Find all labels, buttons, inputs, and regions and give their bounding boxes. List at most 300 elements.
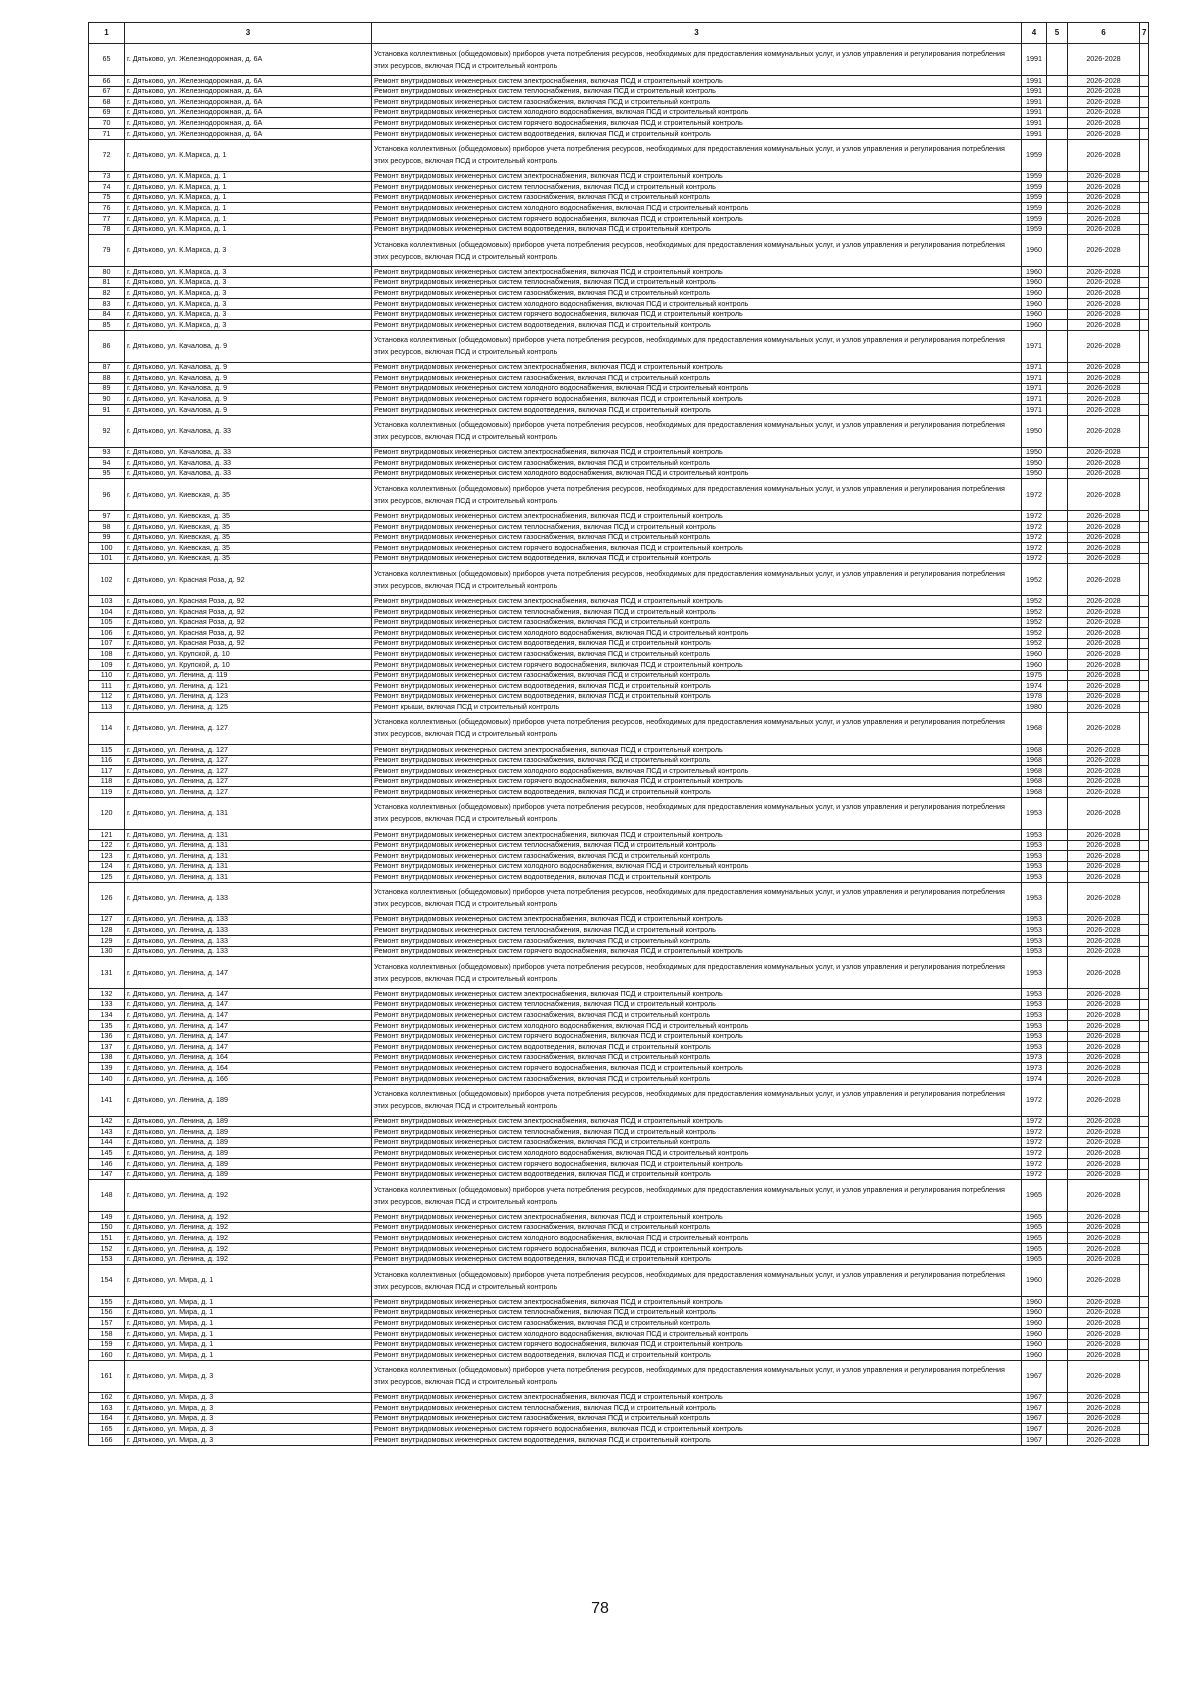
- empty-cell: [1140, 373, 1149, 384]
- address-cell: г. Дятьково, ул. Ленина, д. 192: [125, 1180, 372, 1212]
- empty-cell: [1047, 362, 1068, 373]
- year-cell: 1972: [1022, 1158, 1047, 1169]
- year-cell: 1953: [1022, 1021, 1047, 1032]
- year-cell: 1971: [1022, 362, 1047, 373]
- period-cell: 2026-2028: [1068, 1074, 1140, 1085]
- year-cell: 1952: [1022, 628, 1047, 639]
- table-row: [89, 1233, 1149, 1244]
- period-cell: 2026-2028: [1068, 702, 1140, 713]
- empty-cell: [1047, 999, 1068, 1010]
- empty-cell: [1047, 797, 1068, 829]
- repair-schedule-table: [88, 22, 1149, 1446]
- table-row: [89, 553, 1149, 564]
- table-row: [89, 1116, 1149, 1127]
- address-cell: г. Дятьково, ул. Ленина, д. 147: [125, 989, 372, 1000]
- period-cell: 2026-2028: [1068, 139, 1140, 171]
- address-cell: г. Дятьково, ул. Ленина, д. 147: [125, 1021, 372, 1032]
- address-cell: г. Дятьково, ул. К.Маркса, д. 1: [125, 192, 372, 203]
- table-row: [89, 309, 1149, 320]
- row-number-cell: 117: [89, 766, 125, 777]
- address-cell: г. Дятьково, ул. Мира, д. 1: [125, 1297, 372, 1308]
- empty-cell: [1047, 511, 1068, 522]
- period-cell: 2026-2028: [1068, 797, 1140, 829]
- empty-cell: [1047, 1243, 1068, 1254]
- table-row: [89, 1084, 1149, 1116]
- period-cell: 2026-2028: [1068, 755, 1140, 766]
- period-cell: 2026-2028: [1068, 383, 1140, 394]
- work-description-cell: Ремонт внутридомовых инженерных систем горячего водоснабжения, включая ПСД и строительный контроль: [372, 659, 1022, 670]
- empty-cell: [1047, 755, 1068, 766]
- year-cell: 1968: [1022, 744, 1047, 755]
- address-cell: г. Дятьково, ул. Ленина, д. 192: [125, 1254, 372, 1265]
- year-cell: 1960: [1022, 277, 1047, 288]
- row-number-cell: 87: [89, 362, 125, 373]
- work-description-cell: Ремонт внутридомовых инженерных систем электроснабжения, включая ПСД и строительный контроль: [372, 596, 1022, 607]
- period-cell: 2026-2028: [1068, 1392, 1140, 1403]
- table-row: [89, 776, 1149, 787]
- empty-cell: [1047, 522, 1068, 533]
- empty-cell: [1140, 44, 1149, 76]
- year-cell: 1971: [1022, 373, 1047, 384]
- row-number-cell: 93: [89, 447, 125, 458]
- table-row: [89, 681, 1149, 692]
- year-cell: 1952: [1022, 564, 1047, 596]
- address-cell: г. Дятьково, ул. Ленина, д. 189: [125, 1127, 372, 1138]
- year-cell: 1960: [1022, 267, 1047, 278]
- period-cell: 2026-2028: [1068, 564, 1140, 596]
- empty-cell: [1047, 872, 1068, 883]
- row-number-cell: 70: [89, 118, 125, 129]
- empty-cell: [1047, 1360, 1068, 1392]
- year-cell: 1972: [1022, 1137, 1047, 1148]
- address-cell: г. Дятьково, ул. Мира, д. 1: [125, 1350, 372, 1361]
- empty-cell: [1047, 1169, 1068, 1180]
- address-cell: г. Дятьково, ул. Мира, д. 1: [125, 1328, 372, 1339]
- row-number-cell: 160: [89, 1350, 125, 1361]
- work-description-cell: Ремонт внутридомовых инженерных систем газоснабжения, включая ПСД и строительный контроль: [372, 649, 1022, 660]
- year-cell: 1967: [1022, 1413, 1047, 1424]
- empty-cell: [1047, 139, 1068, 171]
- empty-cell: [1140, 1222, 1149, 1233]
- table-row: [89, 235, 1149, 267]
- empty-cell: [1140, 1169, 1149, 1180]
- work-description-cell: Ремонт внутридомовых инженерных систем газоснабжения, включая ПСД и строительный контроль: [372, 755, 1022, 766]
- empty-cell: [1140, 1180, 1149, 1212]
- page-number: 78: [591, 1600, 609, 1617]
- row-number-cell: 103: [89, 596, 125, 607]
- work-description-cell: Ремонт внутридомовых инженерных систем водоотведения, включая ПСД и строительный контроль: [372, 553, 1022, 564]
- row-number-cell: 156: [89, 1307, 125, 1318]
- empty-cell: [1047, 638, 1068, 649]
- address-cell: г. Дятьково, ул. Железнодорожная, д. 6А: [125, 118, 372, 129]
- row-number-cell: 118: [89, 776, 125, 787]
- row-number-cell: 125: [89, 872, 125, 883]
- work-description-cell: Ремонт внутридомовых инженерных систем газоснабжения, включая ПСД и строительный контроль: [372, 851, 1022, 862]
- address-cell: г. Дятьково, ул. К.Маркса, д. 3: [125, 235, 372, 267]
- address-cell: г. Дятьково, ул. Киевская, д. 35: [125, 522, 372, 533]
- address-cell: г. Дятьково, ул. Качалова, д. 9: [125, 394, 372, 405]
- empty-cell: [1047, 405, 1068, 416]
- table-row: [89, 44, 1149, 76]
- empty-cell: [1140, 511, 1149, 522]
- empty-cell: [1140, 659, 1149, 670]
- work-description-cell: Ремонт внутридомовых инженерных систем электроснабжения, включая ПСД и строительный контроль: [372, 829, 1022, 840]
- row-number-cell: 137: [89, 1042, 125, 1053]
- address-cell: г. Дятьково, ул. Красная Роза, д. 92: [125, 628, 372, 639]
- work-description-cell: Ремонт внутридомовых инженерных систем водоотведения, включая ПСД и строительный контроль: [372, 320, 1022, 331]
- work-description-cell: Ремонт внутридомовых инженерных систем электроснабжения, включая ПСД и строительный контроль: [372, 76, 1022, 87]
- empty-cell: [1140, 532, 1149, 543]
- empty-cell: [1047, 851, 1068, 862]
- year-cell: 1953: [1022, 914, 1047, 925]
- year-cell: 1972: [1022, 1084, 1047, 1116]
- address-cell: г. Дятьково, ул. Ленина, д. 189: [125, 1158, 372, 1169]
- work-description-cell: Ремонт внутридомовых инженерных систем теплоснабжения, включая ПСД и строительный контроль: [372, 182, 1022, 193]
- table-row: [89, 755, 1149, 766]
- row-number-cell: 79: [89, 235, 125, 267]
- year-cell: 1968: [1022, 755, 1047, 766]
- empty-cell: [1047, 171, 1068, 182]
- year-cell: 1965: [1022, 1254, 1047, 1265]
- address-cell: г. Дятьково, ул. Мира, д. 3: [125, 1360, 372, 1392]
- empty-cell: [1140, 617, 1149, 628]
- row-number-cell: 153: [89, 1254, 125, 1265]
- empty-cell: [1140, 362, 1149, 373]
- address-cell: г. Дятьково, ул. К.Маркса, д. 3: [125, 288, 372, 299]
- empty-cell: [1047, 1212, 1068, 1223]
- year-cell: 1965: [1022, 1233, 1047, 1244]
- year-cell: 1960: [1022, 298, 1047, 309]
- work-description-cell: Ремонт внутридомовых инженерных систем холодного водоснабжения, включая ПСД и строительный контроль: [372, 1328, 1022, 1339]
- period-cell: 2026-2028: [1068, 468, 1140, 479]
- empty-cell: [1047, 394, 1068, 405]
- row-number-cell: 132: [89, 989, 125, 1000]
- empty-cell: [1140, 1137, 1149, 1148]
- table-row: [89, 383, 1149, 394]
- address-cell: г. Дятьково, ул. Качалова, д. 9: [125, 362, 372, 373]
- work-description-cell: Установка коллективных (общедомовых) приборов учета потребления ресурсов, необходимых для предоставления коммунальных услуг, и узлов управления и регулирования потребления этих ресурсов, включая ПСД и строительный контроль: [372, 139, 1022, 171]
- address-cell: г. Дятьково, ул. Мира, д. 3: [125, 1424, 372, 1435]
- row-number-cell: 92: [89, 415, 125, 447]
- address-cell: г. Дятьково, ул. Ленина, д. 131: [125, 797, 372, 829]
- work-description-cell: Ремонт внутридомовых инженерных систем газоснабжения, включая ПСД и строительный контроль: [372, 458, 1022, 469]
- year-cell: 1975: [1022, 670, 1047, 681]
- empty-cell: [1047, 1413, 1068, 1424]
- work-description-cell: Ремонт внутридомовых инженерных систем газоснабжения, включая ПСД и строительный контроль: [372, 288, 1022, 299]
- period-cell: 2026-2028: [1068, 787, 1140, 798]
- work-description-cell: Ремонт внутридомовых инженерных систем электроснабжения, включая ПСД и строительный контроль: [372, 744, 1022, 755]
- year-cell: 1972: [1022, 511, 1047, 522]
- year-cell: 1953: [1022, 936, 1047, 947]
- empty-cell: [1140, 1074, 1149, 1085]
- table-row: [89, 946, 1149, 957]
- table-row: [89, 851, 1149, 862]
- address-cell: г. Дятьково, ул. Качалова, д. 33: [125, 458, 372, 469]
- work-description-cell: Ремонт внутридомовых инженерных систем водоотведения, включая ПСД и строительный контроль: [372, 1435, 1022, 1446]
- table-row: [89, 224, 1149, 235]
- year-cell: 1973: [1022, 1063, 1047, 1074]
- address-cell: г. Дятьково, ул. Качалова, д. 9: [125, 383, 372, 394]
- address-cell: г. Дятьково, ул. Киевская, д. 35: [125, 543, 372, 554]
- row-number-cell: 114: [89, 712, 125, 744]
- empty-cell: [1140, 1063, 1149, 1074]
- address-cell: г. Дятьково, ул. Ленина, д. 131: [125, 851, 372, 862]
- address-cell: г. Дятьково, ул. Железнодорожная, д. 6А: [125, 86, 372, 97]
- period-cell: 2026-2028: [1068, 298, 1140, 309]
- work-description-cell: Ремонт внутридомовых инженерных систем электроснабжения, включая ПСД и строительный контроль: [372, 1116, 1022, 1127]
- row-number-cell: 164: [89, 1413, 125, 1424]
- row-number-cell: 89: [89, 383, 125, 394]
- row-number-cell: 82: [89, 288, 125, 299]
- work-description-cell: Ремонт внутридомовых инженерных систем электроснабжения, включая ПСД и строительный контроль: [372, 1297, 1022, 1308]
- empty-cell: [1140, 1212, 1149, 1223]
- row-number-cell: 120: [89, 797, 125, 829]
- work-description-cell: Ремонт внутридомовых инженерных систем горячего водоснабжения, включая ПСД и строительный контроль: [372, 1031, 1022, 1042]
- empty-cell: [1140, 914, 1149, 925]
- period-cell: 2026-2028: [1068, 1424, 1140, 1435]
- empty-cell: [1140, 691, 1149, 702]
- empty-cell: [1047, 235, 1068, 267]
- work-description-cell: Установка коллективных (общедомовых) приборов учета потребления ресурсов, необходимых для предоставления коммунальных услуг, и узлов управления и регулирования потребления этих ресурсов, включая ПСД и строительный контроль: [372, 44, 1022, 76]
- row-number-cell: 96: [89, 479, 125, 511]
- year-cell: 1953: [1022, 829, 1047, 840]
- work-description-cell: Ремонт внутридомовых инженерных систем электроснабжения, включая ПСД и строительный контроль: [372, 1392, 1022, 1403]
- empty-cell: [1047, 118, 1068, 129]
- table-row: [89, 797, 1149, 829]
- period-cell: 2026-2028: [1068, 44, 1140, 76]
- row-number-cell: 159: [89, 1339, 125, 1350]
- year-cell: 1980: [1022, 702, 1047, 713]
- empty-cell: [1047, 840, 1068, 851]
- table-row: [89, 1424, 1149, 1435]
- address-cell: г. Дятьково, ул. Ленина, д. 121: [125, 681, 372, 692]
- work-description-cell: Ремонт внутридомовых инженерных систем горячего водоснабжения, включая ПСД и строительный контроль: [372, 213, 1022, 224]
- empty-cell: [1140, 1233, 1149, 1244]
- row-number-cell: 150: [89, 1222, 125, 1233]
- row-number-cell: 143: [89, 1127, 125, 1138]
- period-cell: 2026-2028: [1068, 1052, 1140, 1063]
- row-number-cell: 116: [89, 755, 125, 766]
- work-description-cell: Ремонт внутридомовых инженерных систем водоотведения, включая ПСД и строительный контроль: [372, 1042, 1022, 1053]
- table-row: [89, 914, 1149, 925]
- empty-cell: [1140, 468, 1149, 479]
- period-cell: 2026-2028: [1068, 1127, 1140, 1138]
- table-row: [89, 447, 1149, 458]
- empty-cell: [1047, 766, 1068, 777]
- period-cell: 2026-2028: [1068, 776, 1140, 787]
- empty-cell: [1140, 192, 1149, 203]
- year-cell: 1953: [1022, 925, 1047, 936]
- table-row: [89, 861, 1149, 872]
- work-description-cell: Ремонт внутридомовых инженерных систем электроснабжения, включая ПСД и строительный контроль: [372, 362, 1022, 373]
- empty-cell: [1047, 1052, 1068, 1063]
- row-number-cell: 113: [89, 702, 125, 713]
- empty-cell: [1140, 277, 1149, 288]
- period-cell: 2026-2028: [1068, 1254, 1140, 1265]
- work-description-cell: Ремонт внутридомовых инженерных систем газоснабжения, включая ПСД и строительный контроль: [372, 670, 1022, 681]
- address-cell: г. Дятьково, ул. Ленина, д. 127: [125, 766, 372, 777]
- work-description-cell: Ремонт внутридомовых инженерных систем электроснабжения, включая ПСД и строительный контроль: [372, 989, 1022, 1000]
- row-number-cell: 138: [89, 1052, 125, 1063]
- empty-cell: [1140, 86, 1149, 97]
- address-cell: г. Дятьково, ул. Ленина, д. 189: [125, 1137, 372, 1148]
- address-cell: г. Дятьково, ул. Ленина, д. 192: [125, 1212, 372, 1223]
- address-cell: г. Дятьково, ул. Крупской, д. 10: [125, 649, 372, 660]
- period-cell: 2026-2028: [1068, 1360, 1140, 1392]
- work-description-cell: Ремонт внутридомовых инженерных систем теплоснабжения, включая ПСД и строительный контроль: [372, 1127, 1022, 1138]
- empty-cell: [1140, 797, 1149, 829]
- empty-cell: [1140, 1243, 1149, 1254]
- address-cell: г. Дятьково, ул. Ленина, д. 131: [125, 840, 372, 851]
- empty-cell: [1047, 1180, 1068, 1212]
- row-number-cell: 141: [89, 1084, 125, 1116]
- year-cell: 1960: [1022, 320, 1047, 331]
- row-number-cell: 136: [89, 1031, 125, 1042]
- table-row: [89, 298, 1149, 309]
- empty-cell: [1140, 1350, 1149, 1361]
- row-number-cell: 108: [89, 649, 125, 660]
- address-cell: г. Дятьково, ул. Ленина, д. 131: [125, 829, 372, 840]
- empty-cell: [1047, 596, 1068, 607]
- work-description-cell: Ремонт внутридомовых инженерных систем теплоснабжения, включая ПСД и строительный контроль: [372, 522, 1022, 533]
- empty-cell: [1047, 670, 1068, 681]
- work-description-cell: Ремонт внутридомовых инженерных систем водоотведения, включая ПСД и строительный контроль: [372, 128, 1022, 139]
- period-cell: 2026-2028: [1068, 1413, 1140, 1424]
- table-row: [89, 1042, 1149, 1053]
- work-description-cell: Ремонт внутридомовых инженерных систем холодного водоснабжения, включая ПСД и строительный контроль: [372, 298, 1022, 309]
- row-number-cell: 126: [89, 882, 125, 914]
- empty-cell: [1140, 553, 1149, 564]
- work-description-cell: Ремонт внутридомовых инженерных систем газоснабжения, включая ПСД и строительный контроль: [372, 1052, 1022, 1063]
- row-number-cell: 139: [89, 1063, 125, 1074]
- period-cell: 2026-2028: [1068, 989, 1140, 1000]
- row-number-cell: 148: [89, 1180, 125, 1212]
- year-cell: 1972: [1022, 1169, 1047, 1180]
- row-number-cell: 90: [89, 394, 125, 405]
- table-row: [89, 925, 1149, 936]
- work-description-cell: Ремонт внутридомовых инженерных систем горячего водоснабжения, включая ПСД и строительный контроль: [372, 946, 1022, 957]
- period-cell: 2026-2028: [1068, 659, 1140, 670]
- period-cell: 2026-2028: [1068, 1084, 1140, 1116]
- period-cell: 2026-2028: [1068, 235, 1140, 267]
- address-cell: г. Дятьково, ул. Мира, д. 1: [125, 1339, 372, 1350]
- work-description-cell: Ремонт внутридомовых инженерных систем водоотведения, включая ПСД и строительный контроль: [372, 1350, 1022, 1361]
- year-cell: 1950: [1022, 415, 1047, 447]
- empty-cell: [1047, 1010, 1068, 1021]
- table-row: [89, 1063, 1149, 1074]
- empty-cell: [1047, 192, 1068, 203]
- empty-cell: [1047, 914, 1068, 925]
- year-cell: 1960: [1022, 309, 1047, 320]
- row-number-cell: 72: [89, 139, 125, 171]
- period-cell: 2026-2028: [1068, 543, 1140, 554]
- row-number-cell: 74: [89, 182, 125, 193]
- empty-cell: [1140, 235, 1149, 267]
- year-cell: 1960: [1022, 1265, 1047, 1297]
- row-number-cell: 69: [89, 107, 125, 118]
- empty-cell: [1140, 76, 1149, 87]
- period-cell: 2026-2028: [1068, 1222, 1140, 1233]
- table-row: [89, 829, 1149, 840]
- year-cell: 1952: [1022, 607, 1047, 618]
- table-row: [89, 288, 1149, 299]
- work-description-cell: Ремонт внутридомовых инженерных систем электроснабжения, включая ПСД и строительный контроль: [372, 267, 1022, 278]
- work-description-cell: Ремонт внутридомовых инженерных систем водоотведения, включая ПСД и строительный контроль: [372, 1254, 1022, 1265]
- address-cell: г. Дятьково, ул. Ленина, д. 127: [125, 712, 372, 744]
- row-number-cell: 147: [89, 1169, 125, 1180]
- address-cell: г. Дятьково, ул. Киевская, д. 35: [125, 532, 372, 543]
- year-cell: 1953: [1022, 861, 1047, 872]
- empty-cell: [1047, 415, 1068, 447]
- table-row: [89, 1413, 1149, 1424]
- table-row: [89, 76, 1149, 87]
- address-cell: г. Дятьково, ул. Ленина, д. 133: [125, 936, 372, 947]
- empty-cell: [1047, 649, 1068, 660]
- row-number-cell: 109: [89, 659, 125, 670]
- work-description-cell: Ремонт внутридомовых инженерных систем холодного водоснабжения, включая ПСД и строительный контроль: [372, 628, 1022, 639]
- row-number-cell: 145: [89, 1148, 125, 1159]
- row-number-cell: 66: [89, 76, 125, 87]
- work-description-cell: Ремонт внутридомовых инженерных систем горячего водоснабжения, включая ПСД и строительный контроль: [372, 1424, 1022, 1435]
- year-cell: 1972: [1022, 1148, 1047, 1159]
- empty-cell: [1047, 1318, 1068, 1329]
- year-cell: 1959: [1022, 213, 1047, 224]
- row-number-cell: 85: [89, 320, 125, 331]
- empty-cell: [1140, 882, 1149, 914]
- year-cell: 1967: [1022, 1435, 1047, 1446]
- empty-cell: [1140, 638, 1149, 649]
- address-cell: г. Дятьково, ул. Красная Роза, д. 92: [125, 596, 372, 607]
- year-cell: 1960: [1022, 235, 1047, 267]
- empty-cell: [1047, 479, 1068, 511]
- empty-cell: [1140, 182, 1149, 193]
- empty-cell: [1047, 1063, 1068, 1074]
- row-number-cell: 161: [89, 1360, 125, 1392]
- empty-cell: [1140, 1318, 1149, 1329]
- period-cell: 2026-2028: [1068, 309, 1140, 320]
- empty-cell: [1047, 1233, 1068, 1244]
- work-description-cell: Ремонт внутридомовых инженерных систем газоснабжения, включая ПСД и строительный контроль: [372, 97, 1022, 108]
- empty-cell: [1047, 320, 1068, 331]
- table-row: [89, 872, 1149, 883]
- empty-cell: [1047, 447, 1068, 458]
- table-row: [89, 702, 1149, 713]
- period-cell: 2026-2028: [1068, 1042, 1140, 1053]
- empty-cell: [1140, 787, 1149, 798]
- period-cell: 2026-2028: [1068, 1328, 1140, 1339]
- year-cell: 1991: [1022, 86, 1047, 97]
- row-number-cell: 144: [89, 1137, 125, 1148]
- empty-cell: [1140, 543, 1149, 554]
- empty-cell: [1140, 1158, 1149, 1169]
- year-cell: 1967: [1022, 1424, 1047, 1435]
- table-row: [89, 415, 1149, 447]
- empty-cell: [1140, 1392, 1149, 1403]
- address-cell: г. Дятьково, ул. Ленина, д. 127: [125, 787, 372, 798]
- period-cell: 2026-2028: [1068, 107, 1140, 118]
- empty-cell: [1140, 1254, 1149, 1265]
- row-number-cell: 105: [89, 617, 125, 628]
- year-cell: 1953: [1022, 1010, 1047, 1021]
- work-description-cell: Ремонт внутридомовых инженерных систем газоснабжения, включая ПСД и строительный контроль: [372, 1413, 1022, 1424]
- table-row: [89, 330, 1149, 362]
- address-cell: г. Дятьково, ул. Красная Роза, д. 92: [125, 607, 372, 618]
- row-number-cell: 80: [89, 267, 125, 278]
- row-number-cell: 102: [89, 564, 125, 596]
- empty-cell: [1047, 882, 1068, 914]
- address-cell: г. Дятьково, ул. Ленина, д. 125: [125, 702, 372, 713]
- empty-cell: [1047, 1137, 1068, 1148]
